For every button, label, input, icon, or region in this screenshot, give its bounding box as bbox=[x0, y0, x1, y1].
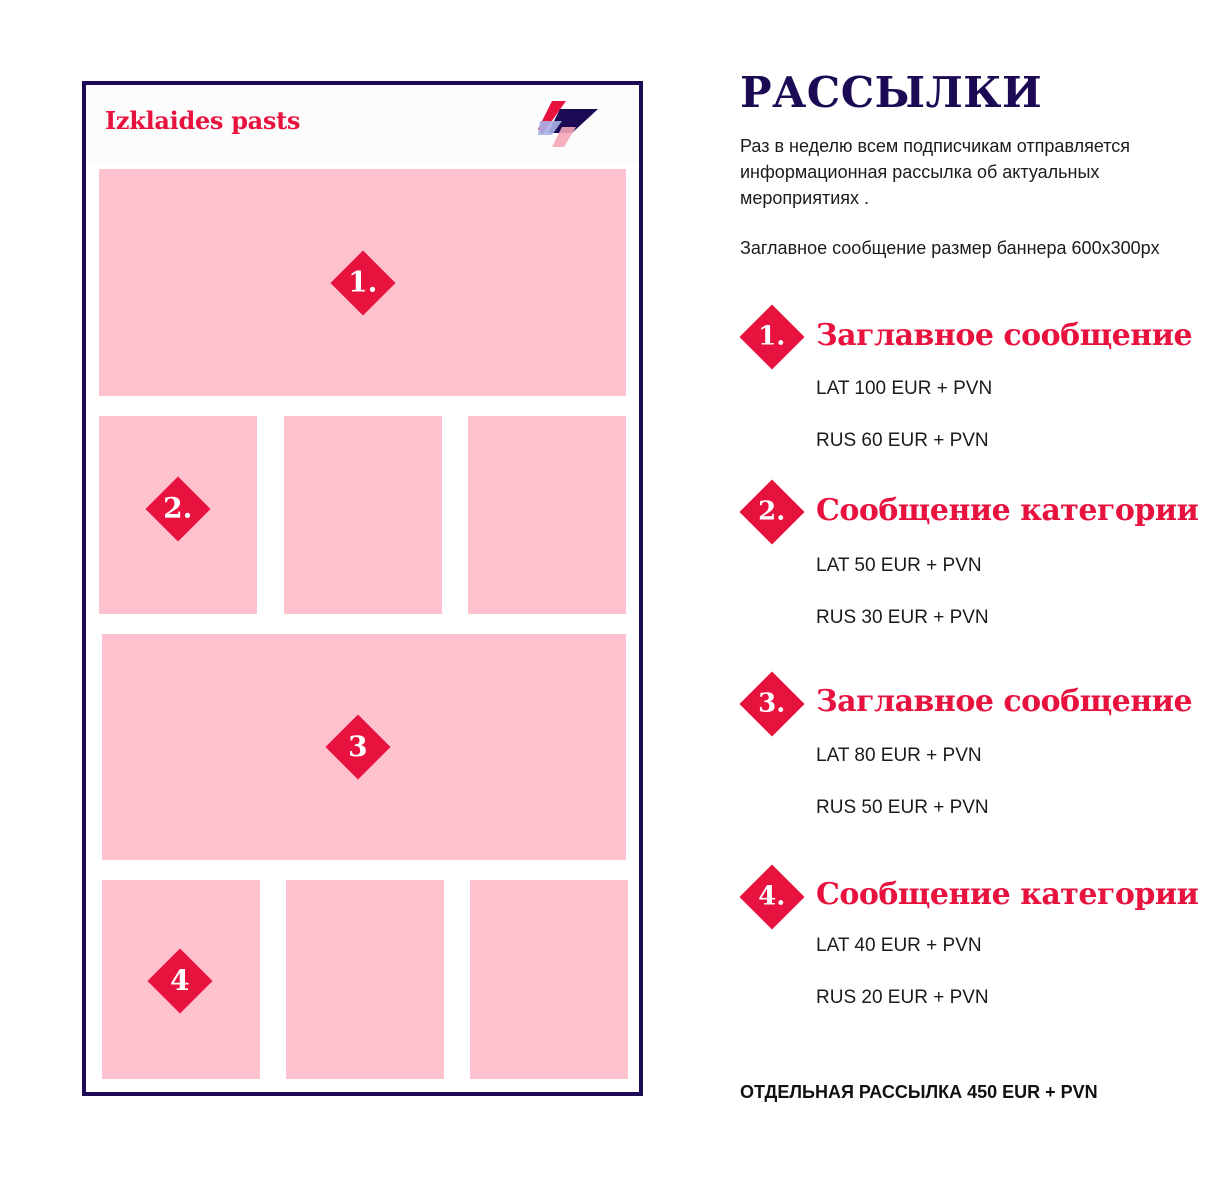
section-title-1: Заглавное сообщение bbox=[816, 318, 1193, 353]
banner-slot-4c bbox=[470, 880, 628, 1079]
newsletter-header bbox=[86, 85, 639, 165]
slot-badge-4: 4 bbox=[147, 948, 212, 1013]
section-badge-2: 2. bbox=[739, 479, 804, 544]
page-title: РАССЫЛКИ bbox=[740, 68, 1043, 117]
banner-slot-4b bbox=[286, 880, 444, 1079]
slot-badge-3: 3 bbox=[325, 714, 390, 779]
banner-slot-2b bbox=[284, 416, 442, 614]
brand-logo-icon bbox=[538, 101, 598, 147]
section-title-2: Сообщение категории bbox=[816, 493, 1199, 528]
banner-slot-2c bbox=[468, 416, 626, 614]
price-lat-4: LAT 40 EUR + PVN bbox=[816, 935, 982, 956]
price-lat-1: LAT 100 EUR + PVN bbox=[816, 378, 993, 399]
price-rus-1: RUS 60 EUR + PVN bbox=[816, 430, 989, 451]
section-title-3: Заглавное сообщение bbox=[816, 684, 1193, 719]
newsletter-brand: Izklaides pasts bbox=[105, 106, 301, 135]
separate-mailing-price: ОТДЕЛЬНАЯ РАССЫЛКА 450 EUR + PVN bbox=[740, 1082, 1098, 1102]
price-rus-3: RUS 50 EUR + PVN bbox=[816, 797, 989, 818]
banner-slot-2 bbox=[99, 416, 257, 614]
newsletter-mockup bbox=[82, 81, 643, 1096]
price-rus-4: RUS 20 EUR + PVN bbox=[816, 987, 989, 1008]
section-badge-4: 4. bbox=[739, 864, 804, 929]
price-lat-2: LAT 50 EUR + PVN bbox=[816, 555, 982, 576]
slot-badge-1: 1. bbox=[330, 250, 395, 315]
section-title-4: Сообщение категории bbox=[816, 877, 1199, 912]
banner-size-note: Заглавное сообщение размер баннера 600x300px bbox=[740, 238, 1160, 258]
intro-text: Раз в неделю всем подписчикам отправляется информационная рассылка об актуальных мероприятиях . bbox=[740, 136, 1131, 208]
banner-slot-4 bbox=[102, 880, 260, 1079]
section-badge-3: 3. bbox=[739, 671, 804, 736]
banner-slot-3 bbox=[102, 634, 626, 860]
section-badge-1: 1. bbox=[739, 304, 804, 369]
price-rus-2: RUS 30 EUR + PVN bbox=[816, 607, 989, 628]
slot-badge-2: 2. bbox=[145, 476, 210, 541]
price-lat-3: LAT 80 EUR + PVN bbox=[816, 745, 982, 766]
banner-slot-1 bbox=[99, 169, 626, 396]
